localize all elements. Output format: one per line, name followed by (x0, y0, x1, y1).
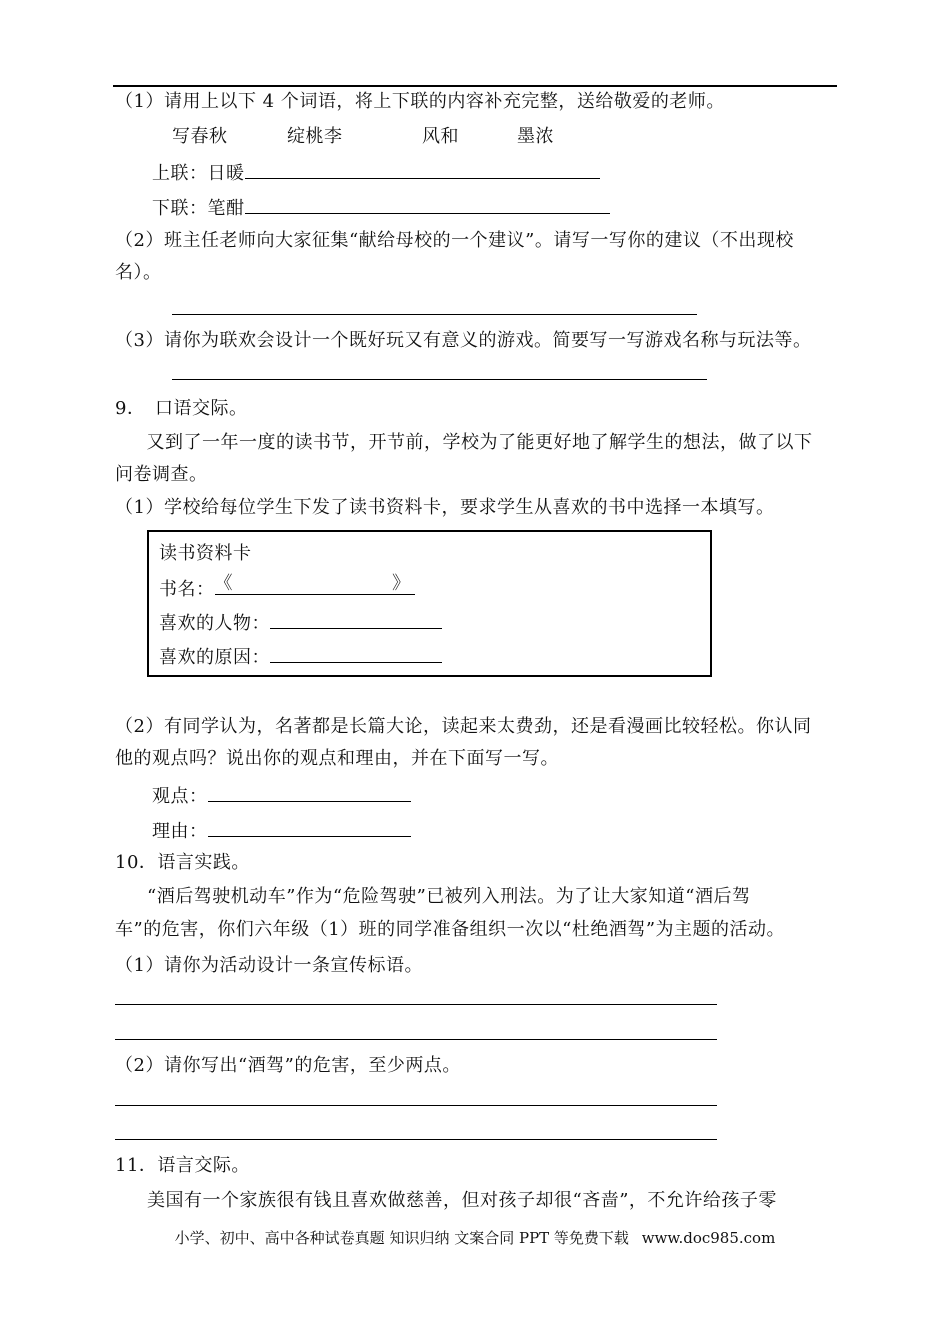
book-name-line (159, 574, 415, 603)
word-option-2: 绽桃李 (287, 126, 343, 147)
viewpoint-line (152, 781, 411, 810)
q11-title: 11．语言交际。 (115, 1155, 250, 1176)
footer-text: 小学、初中、高中各种试卷真题 知识归纳 文案合同 PPT 等免费下载 (174, 1229, 629, 1247)
reading-card (147, 530, 712, 677)
q10-intro-line2: 车”的危害，你们六年级（1）班的同学准备组织一次以“杜绝酒驾”为主题的活动。 (115, 919, 786, 940)
favorite-reason-label: 喜欢的原因： (159, 647, 270, 668)
book-title-close-mark: 》 (392, 573, 411, 594)
favorite-character-label: 喜欢的人物： (159, 613, 270, 634)
header-rule (113, 85, 837, 87)
q9-part1-prompt: （1）学校给每位学生下发了读书资料卡，要求学生从喜欢的书中选择一本填写。 (115, 497, 775, 518)
q8-part3-prompt: （3）请你为联欢会设计一个既好玩又有意义的游戏。简要写一写游戏名称与玩法等。 (115, 330, 812, 351)
reason-field[interactable] (208, 816, 411, 837)
q10-part2-answer-line-2[interactable] (115, 1139, 717, 1140)
reading-card-title: 读书资料卡 (159, 543, 252, 564)
lower-couplet-label: 下联：笔酣 (152, 198, 245, 219)
viewpoint-field[interactable] (208, 781, 411, 802)
q10-title: 10．语言实践。 (115, 852, 250, 873)
q8-part3-answer-line[interactable] (172, 379, 707, 380)
lower-couplet-line (152, 193, 610, 222)
word-option-4: 墨浓 (517, 126, 554, 147)
lower-couplet-blank[interactable] (245, 193, 610, 214)
upper-couplet-line (152, 158, 600, 187)
word-option-3: 风和 (422, 126, 459, 147)
favorite-reason-field[interactable] (270, 642, 442, 663)
q9-part2-prompt-line2: 他的观点吗？说出你的观点和理由，并在下面写一写。 (115, 748, 559, 769)
q8-part2-answer-line[interactable] (172, 314, 697, 315)
q8-part2-prompt-line1: （2）班主任老师向大家征集“献给母校的一个建议”。请写一写你的建议（不出现校 (115, 230, 794, 251)
q10-intro-line1: “酒后驾驶机动车”作为“危险驾驶”已被列入刑法。为了让大家知道“酒后驾 (147, 886, 751, 907)
q10-part2-answer-line-1[interactable] (115, 1105, 717, 1106)
q10-part1-answer-line-2[interactable] (115, 1039, 717, 1040)
favorite-character-line (159, 608, 442, 637)
reason-label: 理由： (152, 821, 208, 842)
q9-part2-prompt-line1: （2）有同学认为，名著都是长篇大论，读起来太费劲，还是看漫画比较轻松。你认同 (115, 716, 812, 737)
page-footer (0, 1227, 950, 1249)
book-title-open-mark: 《 (214, 573, 233, 594)
word-option-1: 写春秋 (172, 126, 228, 147)
upper-couplet-blank[interactable] (245, 158, 600, 179)
q10-part2-prompt: （2）请你写出“酒驾”的危害，至少两点。 (115, 1055, 461, 1076)
q8-part1-prompt: （1）请用上以下 4 个词语，将上下联的内容补充完整，送给敬爱的老师。 (115, 91, 725, 112)
q9-intro-line1: 又到了一年一度的读书节，开节前，学校为了能更好地了解学生的想法，做了以下 (128, 432, 813, 453)
q11-intro-line1: 美国有一个家族很有钱且喜欢做慈善，但对孩子却很“吝啬”，不允许给孩子零 (147, 1190, 777, 1211)
q8-part2-prompt-line2: 名）。 (115, 262, 162, 283)
q9-intro-line2: 问卷调查。 (115, 464, 208, 485)
footer-url[interactable]: www.doc985.com (641, 1229, 776, 1247)
upper-couplet-label: 上联：日暖 (152, 163, 245, 184)
viewpoint-label: 观点： (152, 786, 208, 807)
reason-line (152, 816, 411, 845)
q8-word-list (172, 124, 554, 150)
q9-title: 9． 口语交际。 (115, 398, 248, 419)
book-name-label: 书名： (159, 579, 215, 600)
book-name-field[interactable] (215, 574, 415, 595)
favorite-character-field[interactable] (270, 608, 442, 629)
favorite-reason-line (159, 642, 442, 671)
q10-part1-prompt: （1）请你为活动设计一条宣传标语。 (115, 955, 423, 976)
q10-part1-answer-line-1[interactable] (115, 1004, 717, 1005)
